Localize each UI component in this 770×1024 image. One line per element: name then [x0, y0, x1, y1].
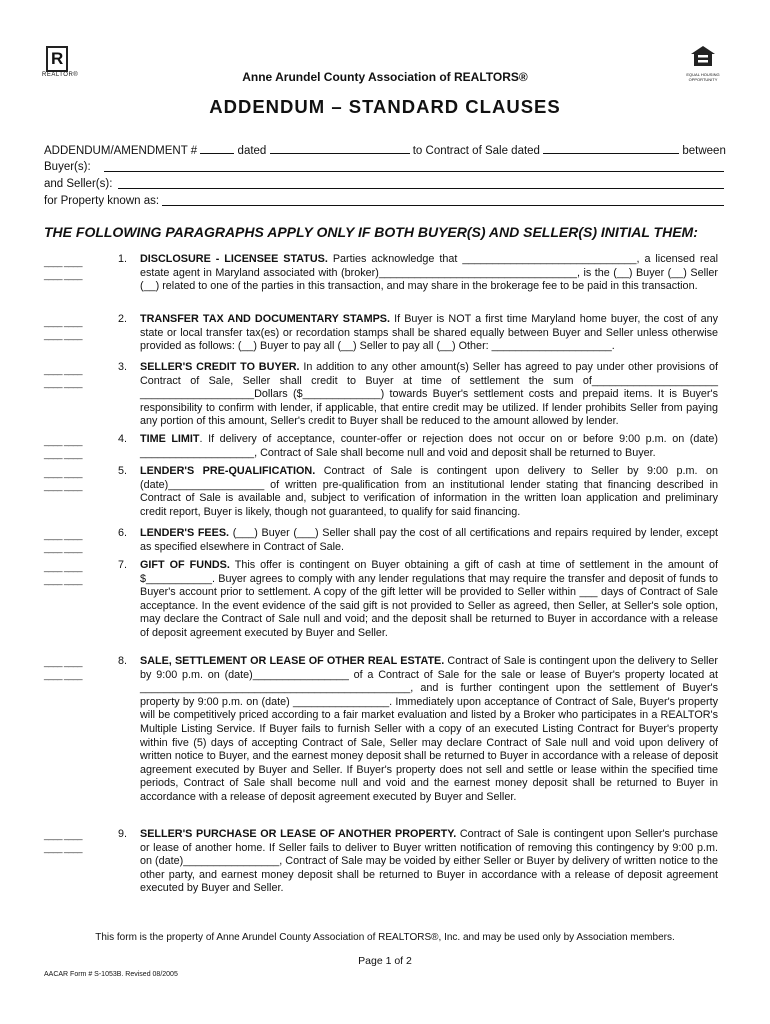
property-field[interactable] [162, 205, 724, 206]
paragraph-number: 6. [118, 527, 128, 539]
initials-6[interactable] [44, 529, 82, 555]
dated-field[interactable] [270, 142, 410, 154]
initials-4[interactable] [44, 435, 82, 461]
realtor-logo: R [46, 46, 68, 72]
paragraph-number: 4. [118, 433, 128, 445]
initials-1[interactable] [44, 256, 82, 282]
paragraph-body: Parties acknowledge that _____________________________, a licensed real estate agent in Maryland associated with (broker)_________________________________, is the (__) Buyer (__) Seller (__) related to one of the parties in this transaction, and may share in the brokerage fee to be paid in this transaction. [140, 253, 718, 293]
initials-2[interactable] [44, 316, 82, 342]
paragraph-9 [118, 828, 718, 896]
contract-label: to Contract of Sale dated [412, 145, 540, 157]
paragraph-number: 5. [118, 465, 128, 477]
association-name: Anne Arundel County Association of REALTORS® [242, 70, 528, 84]
paragraph-heading: TRANSFER TAX AND DOCUMENTARY STAMPS. [140, 313, 390, 325]
sellers-label: and Seller(s): [44, 178, 113, 190]
initials-7[interactable] [44, 561, 82, 587]
paragraph-heading: SELLER'S CREDIT TO BUYER. [140, 361, 300, 373]
paragraph-body: Contract of Sale is contingent upon Seller's purchase or lease of another home. If Seller fails to deliver to Buyer written notification of removing this contingency by 9:00 p.m. on (date)________________, Contract of Sale may be voided by either Seller or Buyer by delivery of written notice to the other party, and earnest money deposit shall be returned to Buyer in accordance with a release of deposit agreement executed by Buyer and Seller. [140, 828, 718, 895]
property-label: for Property known as: [44, 195, 160, 207]
initials-buyer[interactable]: ____ ____ [44, 468, 83, 478]
initials-3[interactable] [44, 364, 82, 390]
initials-buyer[interactable]: ____ ____ [44, 530, 83, 540]
addendum-number-field[interactable] [200, 142, 234, 154]
page-title: ADDENDUM – STANDARD CLAUSES [209, 96, 561, 117]
paragraph-body: Contract of Sale is contingent upon the delivery to Seller by 9:00 p.m. on (date)________________ of a Contract of Sale for the sale or lease of Buyer's property located at _____________________________________________, and is further contingent upon the settlement of Buyer's property by 9:00 p.m. on (date) ________________. Immediately upon acceptance of Contract of Sale, Buyer's property will be competitively priced according to a fair market evaluation and listed by a Broker who participates in a REALTOR's Multiple Listing Service. If Buyer fails to furnish Seller with a copy of an executed Listing Contract for Buyer's property within five (5) days of accepting Contract of Sale, Seller may declare Contract of Sale null and void upon delivery of written notice to Buyer, and the earnest money deposit shall be returned to Buyer in accordance with a release of deposit agreement executed by Buyer and Seller. If Buyer's property does not sell and settle or lease within the specified time periods, Contract of Sale shall become null and void and the earnest money deposit shall be returned to Buyer in accordance with a release of deposit agreement executed by Buyer and Seller. [140, 655, 718, 803]
dated-label: dated [237, 145, 267, 157]
sellers-line [44, 176, 727, 193]
paragraph-heading: SALE, SETTLEMENT OR LEASE OF OTHER REAL ESTATE. [140, 655, 445, 667]
paragraph-number: 2. [118, 313, 128, 325]
initials-seller[interactable]: ____ ____ [44, 330, 83, 340]
paragraph-heading: LENDER'S FEES. [140, 527, 230, 539]
contract-date-field[interactable] [543, 142, 679, 154]
sellers-field[interactable] [118, 188, 724, 189]
paragraph-heading: TIME LIMIT [140, 433, 200, 445]
initials-8[interactable] [44, 656, 82, 682]
initials-9[interactable] [44, 829, 82, 855]
paragraph-number: 8. [118, 655, 128, 667]
addendum-line [44, 142, 727, 160]
addendum-label: ADDENDUM/AMENDMENT # [44, 145, 198, 157]
initials-seller[interactable]: ____ ____ [44, 670, 83, 680]
paragraph-heading: SELLER'S PURCHASE OR LEASE OF ANOTHER PROPERTY. [140, 828, 457, 840]
initials-seller[interactable]: ____ ____ [44, 843, 83, 853]
paragraph-heading: GIFT OF FUNDS. [140, 559, 230, 571]
instruction-heading: THE FOLLOWING PARAGRAPHS APPLY ONLY IF BOTH BUYER(S) AND SELLER(S) INITIAL THEM: [44, 224, 698, 240]
paragraph-3 [118, 361, 718, 429]
paragraph-2 [118, 313, 718, 354]
initials-buyer[interactable]: ____ ____ [44, 436, 83, 446]
paragraph-body: This offer is contingent on Buyer obtaining a gift of cash at time of settlement in the amount of $___________. Buyer agrees to comply with any lender regulations that may require the transfer and deposit of funds to Buyer's account prior to settlement. A copy of the gift letter will be provided to Seller within ___ days of Contract of Sale acceptance. In the event evidence of the said gift is not provided to Seller as agreed, then Seller, at Seller's sole option, may declare the Contract of Sale null and void; and the deposit shall be returned to Buyer in accordance with a release of deposit agreement executed by Buyer and Seller. [140, 559, 718, 639]
initials-buyer[interactable]: ____ ____ [44, 365, 83, 375]
paragraph-body: (___) Buyer (___) Seller shall pay the cost of all certifications and repairs required by lender, except as specified elsewhere in Contract of Sale. [140, 527, 719, 553]
equal-housing-label: EQUAL HOUSING OPPORTUNITY [686, 72, 720, 82]
paragraph-number: 1. [118, 253, 128, 265]
paragraph-number: 3. [118, 361, 128, 373]
paragraph-body: If Buyer is NOT a first time Maryland home buyer, the cost of any state or local transfer tax(es) or recordation stamps shall be shared equally between Buyer and Seller unless otherwise provided as follows: (__) Buyer to pay all (__) Seller to pay all (__) Other: ____________________. [140, 313, 718, 353]
paragraph-number: 7. [118, 559, 128, 571]
paragraph-body: In addition to any other amount(s) Seller has agreed to pay under other provisions of Contract of Sale, Seller shall credit to Buyer at time of settlement the sum of_____________________ ___________________Dollars ($_____________) towards Buyer's settlement costs and prepaid items. It is Buyer's responsibility to confirm with lender, if applicable, that entire credit may be utilized. If lender prohibits Seller from paying any portion of this amount, Seller's credit to Buyer shall be reduced to the amount allowed by lender. [140, 361, 718, 428]
initials-buyer[interactable]: ____ ____ [44, 257, 83, 267]
initials-buyer[interactable]: ____ ____ [44, 830, 83, 840]
initials-5[interactable] [44, 467, 82, 493]
initials-buyer[interactable]: ____ ____ [44, 317, 83, 327]
initials-buyer[interactable]: ____ ____ [44, 657, 83, 667]
paragraph-body: . If delivery of acceptance, counter-offer or rejection does not occur on or before 9:00 p.m. on (date) ___________________, Contract of Sale shall become null and void and deposit shall be returned to Buyer. [140, 433, 718, 459]
property-line [44, 193, 727, 210]
paragraph-number: 9. [118, 828, 128, 840]
paragraph-6 [118, 527, 718, 554]
paragraph-1 [118, 253, 718, 294]
initials-seller[interactable]: ____ ____ [44, 575, 83, 585]
form-number: AACAR Form # S-1053B. Revised 08/2005 [44, 971, 178, 978]
paragraph-heading: DISCLOSURE - LICENSEE STATUS. [140, 253, 328, 265]
initials-seller[interactable]: ____ ____ [44, 449, 83, 459]
initials-seller[interactable]: ____ ____ [44, 481, 83, 491]
paragraph-4 [118, 433, 718, 460]
initials-seller[interactable]: ____ ____ [44, 378, 83, 388]
buyers-label: Buyer(s): [44, 161, 91, 173]
buyers-field[interactable] [104, 171, 724, 172]
buyers-line [44, 159, 727, 176]
initials-buyer[interactable]: ____ ____ [44, 562, 83, 572]
initials-seller[interactable]: ____ ____ [44, 543, 83, 553]
paragraph-body: Contract of Sale is contingent upon delivery to Seller by 9:00 p.m. on (date)________________ of written pre-qualification from an institutional lender stating that financing described in Contract of Sale is available and, subject to verification of information in the written loan application and preliminary credit report, Buyer is likely, though not guaranteed, to qualify for said financing. [140, 465, 718, 518]
paragraph-8 [118, 655, 718, 805]
footer-notice: This form is the property of Anne Arundel County Association of REALTORS®, Inc. and may be used only by Association members. [95, 932, 675, 943]
paragraph-heading: LENDER'S PRE-QUALIFICATION. [140, 465, 316, 477]
page-number: Page 1 of 2 [358, 955, 412, 967]
paragraph-5 [118, 465, 718, 519]
initials-seller[interactable]: ____ ____ [44, 270, 83, 280]
realtor-label: REALTOR® [42, 72, 79, 78]
between-label: between [682, 145, 726, 157]
paragraph-7 [118, 559, 718, 641]
equal-housing-icon [690, 44, 716, 70]
